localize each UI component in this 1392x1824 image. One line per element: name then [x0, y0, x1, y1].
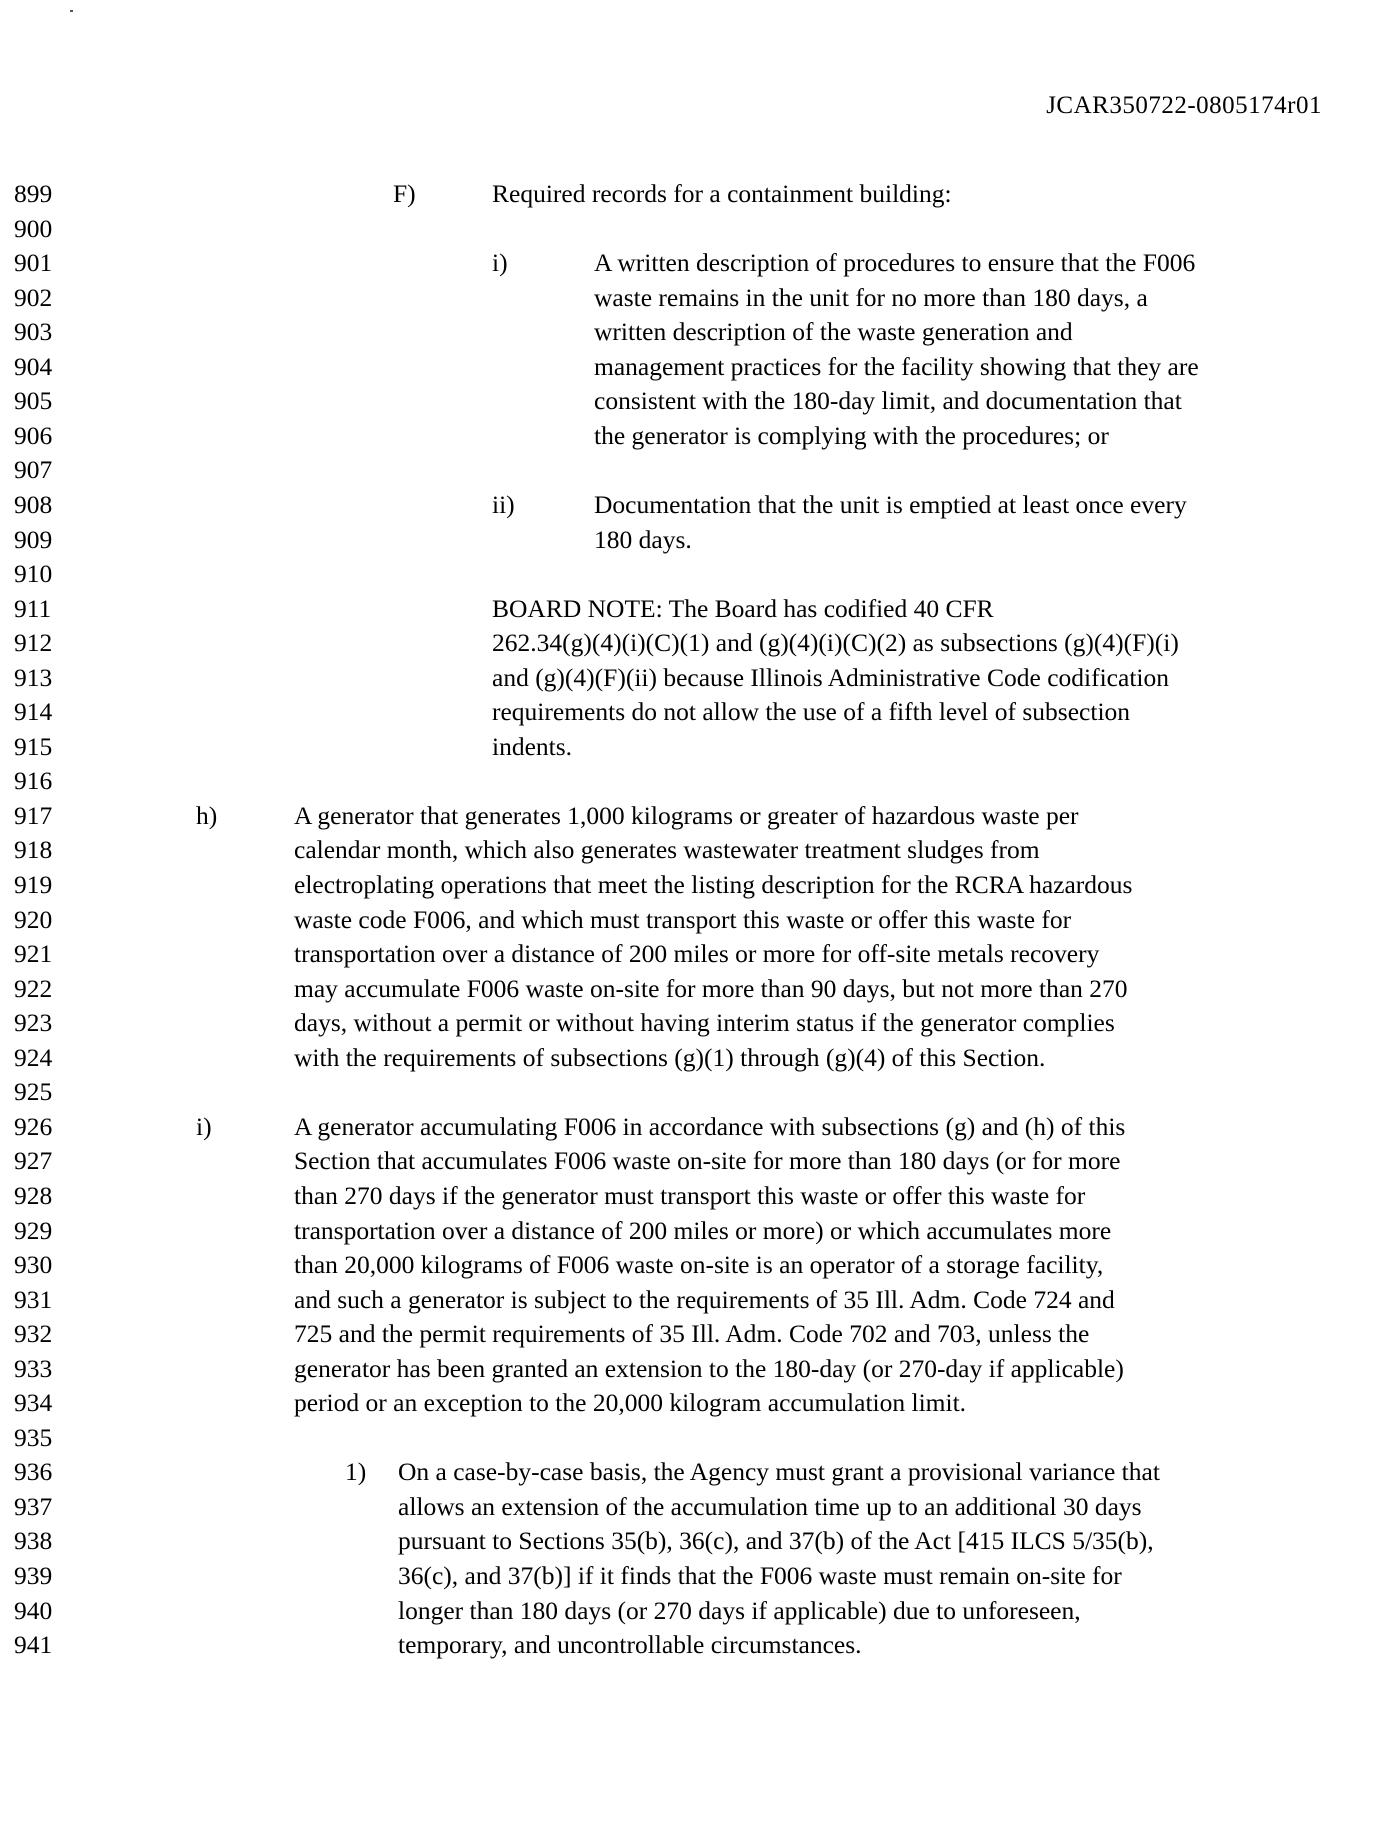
line-number: 927 — [14, 1146, 53, 1176]
line-number: 908 — [14, 489, 53, 519]
document-line — [0, 453, 1392, 487]
line-text: written description of the waste generation and — [594, 317, 1073, 347]
line-text: waste code F006, and which must transport this waste or offer this waste for — [294, 904, 1072, 934]
document-line — [0, 488, 1392, 522]
document-line — [0, 695, 1392, 729]
line-text: and (g)(4)(F)(ii) because Illinois Administrative Code codification — [492, 662, 1169, 692]
document-line — [0, 868, 1392, 902]
line-number: 918 — [14, 835, 53, 865]
document-line — [0, 730, 1392, 764]
line-text: generator has been granted an extension to the 180-day (or 270-day if applicable) — [294, 1353, 1124, 1383]
line-number: 915 — [14, 731, 53, 761]
document-line — [0, 1628, 1392, 1662]
line-text: with the requirements of subsections (g)(1) through (g)(4) of this Section. — [294, 1042, 1046, 1072]
line-text: 180 days. — [594, 524, 692, 554]
document-line — [0, 1559, 1392, 1593]
document-line — [0, 1421, 1392, 1455]
line-text: allows an extension of the accumulation time up to an additional 30 days — [398, 1491, 1142, 1521]
line-number: 939 — [14, 1561, 53, 1590]
document-line — [0, 592, 1392, 626]
document-line — [0, 1386, 1392, 1420]
line-text: than 20,000 kilograms of F006 waste on-site is an operator of a storage facility, — [294, 1250, 1104, 1280]
document-line — [0, 661, 1392, 695]
line-number: 938 — [14, 1526, 53, 1556]
line-text: than 270 days if the generator must transport this waste or offer this waste for — [294, 1180, 1086, 1210]
line-text: longer than 180 days (or 270 days if applicable) due to unforeseen, — [398, 1595, 1081, 1625]
line-text: transportation over a distance of 200 miles or more) or which accumulates more — [294, 1215, 1112, 1245]
line-text: Documentation that the unit is emptied at least once every — [594, 489, 1187, 519]
document-line — [0, 1283, 1392, 1317]
document-line — [0, 799, 1392, 833]
line-text: A generator that generates 1,000 kilograms or greater of hazardous waste per — [294, 800, 1079, 830]
subsection-label: 1) — [345, 1457, 367, 1487]
line-number: 940 — [14, 1595, 53, 1625]
document-line — [0, 1006, 1392, 1040]
document-line — [0, 1248, 1392, 1282]
document-line — [0, 557, 1392, 591]
line-number: 937 — [14, 1491, 53, 1521]
line-number: 913 — [14, 662, 53, 692]
document-line — [0, 523, 1392, 557]
line-text: transportation over a distance of 200 miles or more for off-site metals recovery — [294, 939, 1100, 969]
line-number: 900 — [14, 213, 53, 243]
line-text: 725 and the permit requirements of 35 Ill. Adm. Code 702 and 703, unless the — [294, 1319, 1090, 1349]
document-line — [0, 937, 1392, 971]
document-line — [0, 281, 1392, 315]
line-text: electroplating operations that meet the listing description for the RCRA hazardous — [294, 870, 1133, 899]
document-line — [0, 1455, 1392, 1489]
line-number: 916 — [14, 766, 53, 796]
document-line — [0, 972, 1392, 1006]
subsection-label: F) — [393, 179, 416, 208]
line-text: waste remains in the unit for no more than 180 days, a — [594, 282, 1148, 312]
document-line — [0, 1075, 1392, 1109]
document-line — [0, 1110, 1392, 1144]
line-number: 922 — [14, 973, 53, 1003]
line-text: the generator is complying with the procedures; or — [594, 420, 1109, 450]
line-text: period or an exception to the 20,000 kilogram accumulation limit. — [294, 1388, 967, 1418]
document-line — [0, 315, 1392, 349]
line-number: 919 — [14, 870, 53, 899]
line-text: days, without a permit or without having interim status if the generator complies — [294, 1008, 1115, 1038]
line-number: 912 — [14, 628, 53, 658]
line-number: 921 — [14, 939, 53, 969]
line-number: 941 — [14, 1630, 53, 1660]
line-text: Required records for a containment building: — [492, 179, 952, 208]
line-number: 901 — [14, 248, 53, 278]
line-number: 925 — [14, 1077, 53, 1107]
line-number: 899 — [14, 179, 53, 208]
document-line — [0, 1041, 1392, 1075]
document-line — [0, 212, 1392, 246]
document-line — [0, 246, 1392, 280]
line-number: 917 — [14, 800, 53, 830]
subsection-label: ii) — [492, 489, 515, 519]
line-number: 923 — [14, 1008, 53, 1038]
line-text: may accumulate F006 waste on-site for more than 90 days, but not more than 270 — [294, 973, 1128, 1003]
line-number: 911 — [14, 593, 52, 623]
line-number: 926 — [14, 1111, 53, 1141]
line-number: 903 — [14, 317, 53, 347]
line-text: 262.34(g)(4)(i)(C)(1) and (g)(4)(i)(C)(2) as subsections (g)(4)(F)(i) — [492, 628, 1179, 658]
document-line — [0, 1179, 1392, 1213]
line-text: calendar month, which also generates wastewater treatment sludges from — [294, 835, 1040, 865]
line-text: pursuant to Sections 35(b), 36(c), and 37(b) of the Act [415 ILCS 5/35(b), — [398, 1526, 1154, 1556]
document-id-header: JCAR350722-0805174r01 — [1046, 92, 1322, 119]
line-text: A written description of procedures to ensure that the F006 — [594, 248, 1196, 278]
document-line — [0, 833, 1392, 867]
line-number: 905 — [14, 386, 53, 416]
document-line — [0, 626, 1392, 660]
subsection-label: i) — [196, 1111, 212, 1141]
line-number: 932 — [14, 1319, 53, 1349]
document-line — [0, 384, 1392, 418]
document-line — [0, 1524, 1392, 1558]
subsection-label: i) — [492, 248, 508, 278]
line-number: 924 — [14, 1042, 53, 1072]
subsection-label: h) — [196, 800, 218, 830]
line-number: 914 — [14, 697, 53, 727]
document-line — [0, 1490, 1392, 1524]
line-text: BOARD NOTE: The Board has codified 40 CFR — [492, 593, 994, 623]
line-text: Section that accumulates F006 waste on-site for more than 180 days (or for more — [294, 1146, 1121, 1176]
line-number: 936 — [14, 1457, 53, 1487]
line-text: A generator accumulating F006 in accordance with subsections (g) and (h) of this — [294, 1111, 1126, 1141]
line-number: 935 — [14, 1422, 53, 1452]
line-text: management practices for the facility showing that they are — [594, 351, 1199, 381]
line-number: 906 — [14, 420, 53, 450]
document-line — [0, 177, 1392, 211]
document-line — [0, 1214, 1392, 1248]
document-line — [0, 419, 1392, 453]
line-text: requirements do not allow the use of a fifth level of subsection — [492, 697, 1131, 727]
document-line — [0, 1352, 1392, 1386]
document-line — [0, 903, 1392, 937]
line-number: 929 — [14, 1215, 53, 1245]
line-number: 904 — [14, 351, 53, 381]
line-number: 907 — [14, 455, 53, 485]
line-text: On a case-by-case basis, the Agency must grant a provisional variance that — [398, 1457, 1160, 1487]
line-text: temporary, and uncontrollable circumstances. — [398, 1630, 862, 1660]
line-number: 928 — [14, 1180, 53, 1210]
line-number: 930 — [14, 1250, 53, 1280]
line-number: 934 — [14, 1388, 53, 1418]
line-number: 909 — [14, 524, 53, 554]
line-number: 910 — [14, 559, 53, 589]
scan-speck — [70, 10, 73, 12]
line-text: consistent with the 180-day limit, and documentation that — [594, 386, 1182, 416]
document-line — [0, 1594, 1392, 1628]
line-number: 933 — [14, 1353, 53, 1383]
document-line — [0, 1144, 1392, 1178]
document-line — [0, 350, 1392, 384]
line-text: and such a generator is subject to the requirements of 35 Ill. Adm. Code 724 and — [294, 1284, 1115, 1314]
line-text: 36(c), and 37(b)] if it finds that the F006 waste must remain on-site for — [398, 1561, 1122, 1590]
line-text: indents. — [492, 731, 573, 761]
line-number: 902 — [14, 282, 53, 312]
document-line — [0, 1317, 1392, 1351]
document-line — [0, 764, 1392, 798]
line-number: 931 — [14, 1284, 53, 1314]
line-number: 920 — [14, 904, 53, 934]
